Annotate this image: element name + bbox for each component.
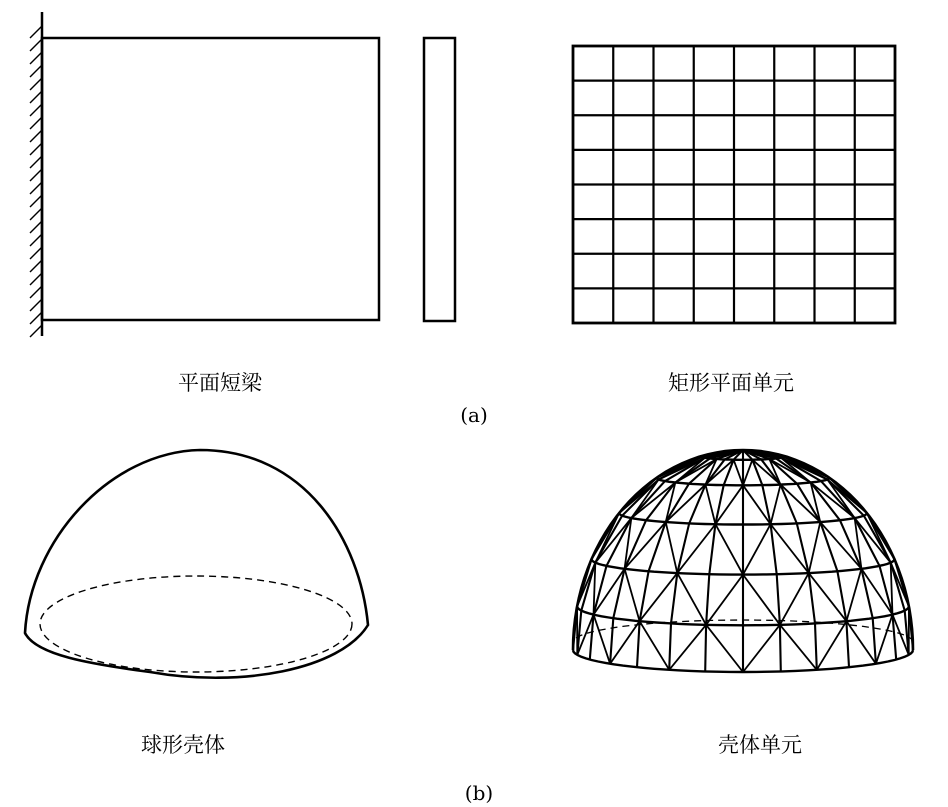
fixed-support-hatching bbox=[30, 26, 42, 337]
spherical-shell-diagram bbox=[25, 450, 368, 678]
hatch-mark bbox=[30, 117, 42, 129]
dome-diagonal bbox=[640, 621, 670, 670]
dome-diagonal bbox=[846, 621, 875, 664]
caption-rectangular-element: 矩形平面单元 bbox=[668, 371, 794, 395]
hatch-mark bbox=[30, 221, 42, 233]
hatch-mark bbox=[30, 325, 42, 337]
shell-element-mesh bbox=[573, 450, 913, 672]
hatch-mark bbox=[30, 91, 42, 103]
hatch-mark bbox=[30, 104, 42, 116]
dome-diagonal bbox=[677, 573, 706, 625]
caption-spherical-shell: 球形壳体 bbox=[141, 733, 225, 757]
dome-diagonal bbox=[876, 615, 893, 664]
hatch-mark bbox=[30, 286, 42, 298]
dome-diagonal bbox=[666, 522, 678, 573]
dome-diagonal bbox=[817, 621, 847, 670]
hatch-mark bbox=[30, 234, 42, 246]
dome-meridian bbox=[743, 450, 781, 671]
beam-side-view bbox=[424, 38, 455, 321]
figure-label-b: (b) bbox=[464, 781, 494, 805]
short-beam-diagram bbox=[30, 12, 455, 337]
hatch-mark bbox=[30, 169, 42, 181]
rectangular-mesh bbox=[573, 46, 895, 323]
dome-diagonal bbox=[809, 522, 821, 573]
dome-diagonal bbox=[771, 485, 781, 525]
dome-diagonal bbox=[706, 575, 743, 625]
hatch-mark bbox=[30, 143, 42, 155]
dome-diagonal bbox=[734, 460, 743, 486]
dome-diagonal bbox=[780, 573, 809, 625]
dome-diagonal bbox=[594, 615, 611, 664]
dome-diagonal bbox=[706, 625, 743, 672]
caption-shell-element: 壳体单元 bbox=[718, 733, 802, 757]
dome-diagonal bbox=[785, 456, 827, 479]
hatch-mark bbox=[30, 156, 42, 168]
hatch-mark bbox=[30, 273, 42, 285]
shell-outline bbox=[25, 450, 368, 678]
hatch-mark bbox=[30, 65, 42, 77]
hatch-mark bbox=[30, 208, 42, 220]
dome-diagonal bbox=[669, 625, 706, 670]
hatch-mark bbox=[30, 52, 42, 64]
hatch-mark bbox=[30, 260, 42, 272]
hatch-mark bbox=[30, 78, 42, 90]
hatch-mark bbox=[30, 39, 42, 51]
hatch-mark bbox=[30, 312, 42, 324]
hatch-mark bbox=[30, 182, 42, 194]
dome-diagonal bbox=[743, 460, 752, 486]
dome-diagonal bbox=[705, 485, 715, 525]
dome-meridian bbox=[705, 450, 743, 671]
figure-label-a: (a) bbox=[460, 403, 488, 427]
dome-diagonal bbox=[780, 625, 817, 670]
shell-base-hidden-edge bbox=[40, 576, 352, 672]
dome-diagonal bbox=[743, 575, 780, 625]
mesh-gridlines bbox=[573, 46, 895, 323]
dome-diagonal bbox=[743, 625, 780, 672]
dome-diagonal bbox=[625, 569, 640, 621]
dome-diagonal bbox=[743, 524, 771, 574]
caption-plane-short-beam: 平面短梁 bbox=[178, 371, 262, 395]
dome-diagonal bbox=[846, 569, 861, 621]
hatch-mark bbox=[30, 130, 42, 142]
hatch-mark bbox=[30, 195, 42, 207]
hatch-mark bbox=[30, 26, 42, 38]
hatch-mark bbox=[30, 247, 42, 259]
beam-front-view bbox=[42, 38, 379, 320]
hatch-mark bbox=[30, 299, 42, 311]
dome-diagonal bbox=[715, 524, 743, 574]
